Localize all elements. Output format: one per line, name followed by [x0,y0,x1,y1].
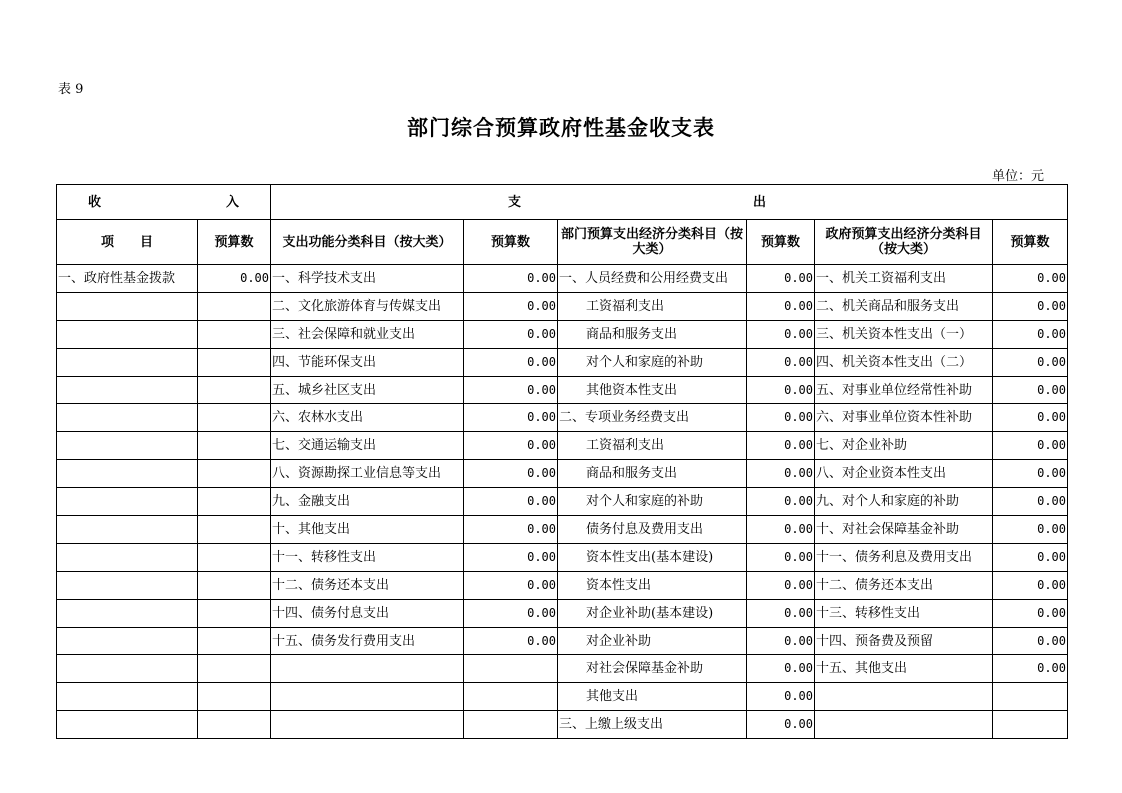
header-row-2 [57,220,1068,265]
func-item [271,711,464,739]
dept-value: 0.00 [747,265,815,293]
table-row [57,488,1068,516]
func-item: 四、节能环保支出 [271,348,464,376]
func-value [464,683,558,711]
func-item [271,655,464,683]
budget-header-2: 预算数 [464,220,558,265]
income-value [198,599,271,627]
item-header: 项 目 [57,220,198,265]
func-value: 0.00 [464,348,558,376]
income-item [57,376,198,404]
dept-value: 0.00 [747,627,815,655]
income-value [198,292,271,320]
func-value: 0.00 [464,516,558,544]
income-header [57,185,271,220]
gov-value [993,683,1068,711]
income-value [198,320,271,348]
dept-item: 工资福利支出 [558,292,747,320]
table-row [57,376,1068,404]
func-item: 十、其他支出 [271,516,464,544]
dept-value: 0.00 [747,432,815,460]
func-item: 九、金融支出 [271,488,464,516]
func-item: 三、社会保障和就业支出 [271,320,464,348]
gov-item: 十、对社会保障基金补助 [815,516,993,544]
expense-header-char-2: 出 [752,194,766,210]
income-value [198,543,271,571]
table-row [57,320,1068,348]
dept-item: 资本性支出 [558,571,747,599]
income-item [57,516,198,544]
gov-item: 十三、转移性支出 [815,599,993,627]
dept-value: 0.00 [747,488,815,516]
budget-header-4: 预算数 [993,220,1068,265]
func-item: 七、交通运输支出 [271,432,464,460]
income-item [57,627,198,655]
func-value [464,711,558,739]
dept-item: 一、人员经费和公用经费支出 [558,265,747,293]
func-value: 0.00 [464,320,558,348]
table-row [57,265,1068,293]
dept-value: 0.00 [747,348,815,376]
income-item [57,599,198,627]
gov-value: 0.00 [993,599,1068,627]
dept-item: 债务付息及费用支出 [558,516,747,544]
func-value: 0.00 [464,292,558,320]
func-item: 一、科学技术支出 [271,265,464,293]
income-item [57,655,198,683]
budget-header-3: 预算数 [747,220,815,265]
income-value [198,683,271,711]
table-row [57,460,1068,488]
income-header-char-2: 入 [225,194,239,210]
func-item: 六、农林水支出 [271,404,464,432]
func-item: 八、资源勘探工业信息等支出 [271,460,464,488]
dept-item: 对个人和家庭的补助 [558,348,747,376]
gov-value: 0.00 [993,460,1068,488]
income-value [198,404,271,432]
income-item [57,488,198,516]
table-row [57,348,1068,376]
gov-value: 0.00 [993,488,1068,516]
income-item [57,683,198,711]
dept-value: 0.00 [747,376,815,404]
table-row [57,543,1068,571]
func-item: 十一、转移性支出 [271,543,464,571]
gov-value: 0.00 [993,543,1068,571]
income-item [57,348,198,376]
func-value: 0.00 [464,599,558,627]
gov-item [815,711,993,739]
income-item: 一、政府性基金拨款 [57,265,198,293]
income-value [198,488,271,516]
func-value: 0.00 [464,265,558,293]
table-number: 表 9 [58,82,84,97]
func-value: 0.00 [464,432,558,460]
gov-value: 0.00 [993,627,1068,655]
gov-value [993,711,1068,739]
gov-value: 0.00 [993,265,1068,293]
func-value: 0.00 [464,404,558,432]
dept-value: 0.00 [747,292,815,320]
table-row [57,627,1068,655]
income-value: 0.00 [198,265,271,293]
dept-value: 0.00 [747,543,815,571]
gov-value: 0.00 [993,655,1068,683]
income-value [198,711,271,739]
gov-value: 0.00 [993,571,1068,599]
gov-item: 十五、其他支出 [815,655,993,683]
gov-item: 二、机关商品和服务支出 [815,292,993,320]
income-item [57,404,198,432]
income-item [57,320,198,348]
gov-item: 三、机关资本性支出（一） [815,320,993,348]
gov-value: 0.00 [993,404,1068,432]
table-row [57,432,1068,460]
gov-item: 六、对事业单位资本性补助 [815,404,993,432]
gov-item: 十二、债务还本支出 [815,571,993,599]
func-value [464,655,558,683]
func-value: 0.00 [464,627,558,655]
gov-item: 十四、预备费及预留 [815,627,993,655]
header-row-1 [57,185,1068,220]
gov-item: 八、对企业资本性支出 [815,460,993,488]
func-item: 十二、债务还本支出 [271,571,464,599]
income-item [57,292,198,320]
dept-item: 工资福利支出 [558,432,747,460]
income-value [198,376,271,404]
func-item: 十四、债务付息支出 [271,599,464,627]
dept-value: 0.00 [747,460,815,488]
income-item [57,460,198,488]
gov-item [815,683,993,711]
income-value [198,348,271,376]
func-item: 十五、债务发行费用支出 [271,627,464,655]
gov-item: 四、机关资本性支出（二） [815,348,993,376]
gov-item: 七、对企业补助 [815,432,993,460]
table-row [57,711,1068,739]
dept-value: 0.00 [747,655,815,683]
gov-item: 五、对事业单位经常性补助 [815,376,993,404]
budget-table [56,184,1068,739]
gov-item: 一、机关工资福利支出 [815,265,993,293]
dept-item: 对企业补助(基本建设) [558,599,747,627]
income-item [57,543,198,571]
dept-item: 商品和服务支出 [558,320,747,348]
gov-value: 0.00 [993,432,1068,460]
dept-item: 对社会保障基金补助 [558,655,747,683]
dept-item: 二、专项业务经费支出 [558,404,747,432]
dept-value: 0.00 [747,599,815,627]
func-value: 0.00 [464,488,558,516]
dept-item: 其他资本性支出 [558,376,747,404]
dept-item: 其他支出 [558,683,747,711]
gov-item: 十一、债务利息及费用支出 [815,543,993,571]
table-row [57,655,1068,683]
func-subject-header: 支出功能分类科目（按大类） [271,220,464,265]
dept-item: 对企业补助 [558,627,747,655]
func-value: 0.00 [464,543,558,571]
table-row [57,516,1068,544]
func-item: 五、城乡社区支出 [271,376,464,404]
gov-value: 0.00 [993,516,1068,544]
income-value [198,516,271,544]
table-row [57,292,1068,320]
dept-value: 0.00 [747,516,815,544]
expense-header [271,185,1068,220]
budget-header-1: 预算数 [198,220,271,265]
dept-value: 0.00 [747,320,815,348]
gov-item: 九、对个人和家庭的补助 [815,488,993,516]
income-value [198,432,271,460]
table-row [57,571,1068,599]
income-value [198,655,271,683]
func-value: 0.00 [464,571,558,599]
table-row [57,404,1068,432]
income-header-char-1: 收 [88,194,102,210]
gov-value: 0.00 [993,376,1068,404]
func-value: 0.00 [464,376,558,404]
gov-value: 0.00 [993,348,1068,376]
gov-value: 0.00 [993,292,1068,320]
income-item [57,711,198,739]
table-row [57,683,1068,711]
table-row [57,599,1068,627]
income-value [198,627,271,655]
income-value [198,571,271,599]
func-item [271,683,464,711]
income-value [198,460,271,488]
income-item [57,432,198,460]
unit-label: 单位：元 [992,169,1045,184]
dept-value: 0.00 [747,683,815,711]
gov-econ-subject-header: 政府预算支出经济分类科目（按大类） [815,220,993,265]
func-value: 0.00 [464,460,558,488]
dept-value: 0.00 [747,711,815,739]
dept-item: 商品和服务支出 [558,460,747,488]
func-item: 二、文化旅游体育与传媒支出 [271,292,464,320]
dept-econ-subject-header: 部门预算支出经济分类科目（按大类） [558,220,747,265]
income-item [57,571,198,599]
page-title: 部门综合预算政府性基金收支表 [407,115,715,140]
dept-item: 对个人和家庭的补助 [558,488,747,516]
dept-value: 0.00 [747,571,815,599]
dept-value: 0.00 [747,404,815,432]
dept-item: 资本性支出(基本建设) [558,543,747,571]
expense-header-char-1: 支 [508,194,522,210]
dept-item: 三、上缴上级支出 [558,711,747,739]
gov-value: 0.00 [993,320,1068,348]
